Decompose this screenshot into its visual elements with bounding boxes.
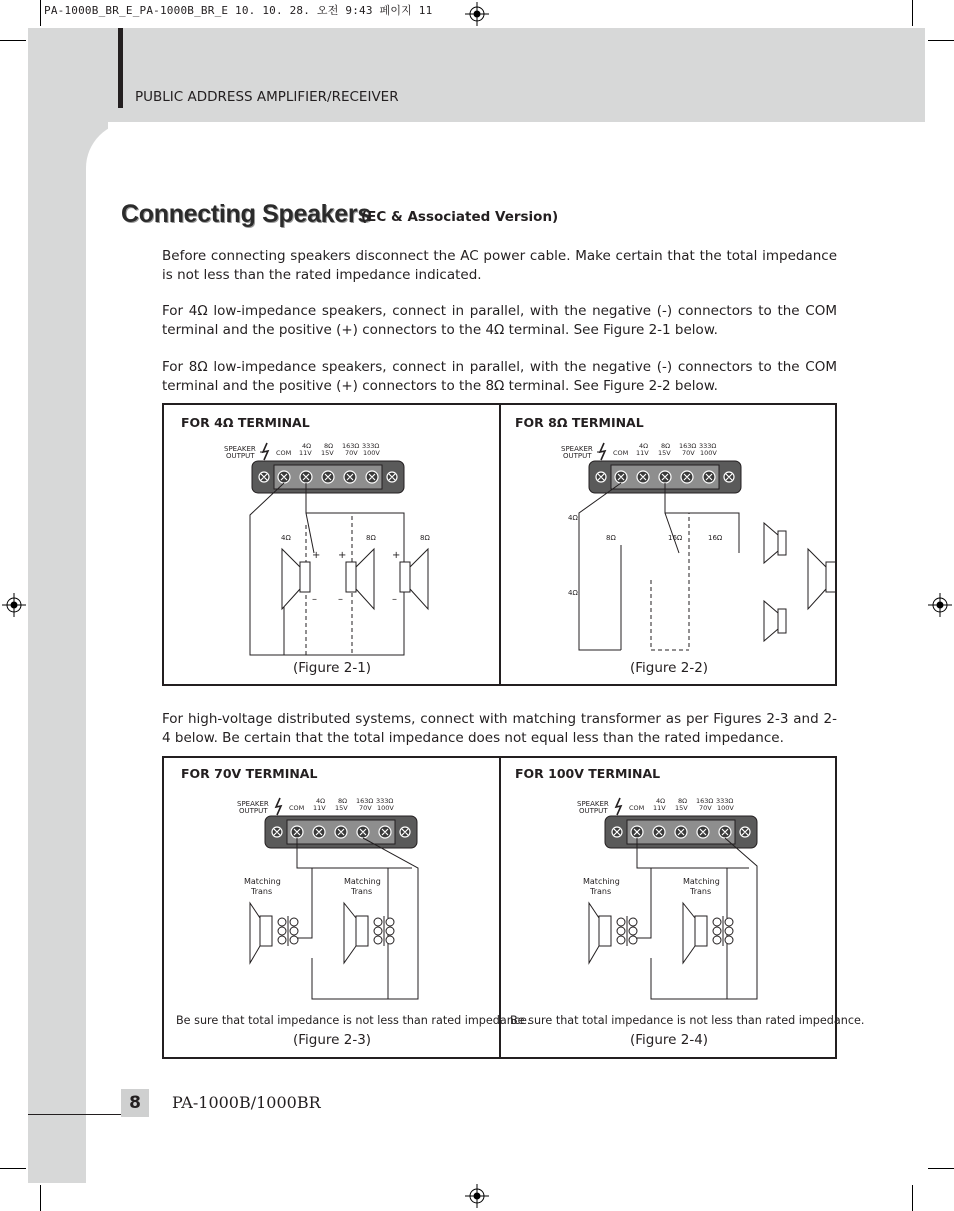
- section-header: PUBLIC ADDRESS AMPLIFIER/RECEIVER: [135, 89, 399, 105]
- speaker-icon: [808, 549, 835, 609]
- figure-label-100v: FOR 100V TERMINAL: [515, 766, 661, 781]
- svg-text:15V: 15V: [335, 804, 348, 812]
- speaker-impedance-label: 4Ω: [281, 534, 291, 542]
- speaker-icon: [346, 549, 374, 609]
- terminal-70v-label: 70V: [345, 449, 358, 457]
- figure-label-70v: FOR 70V TERMINAL: [181, 766, 318, 781]
- svg-text:+: +: [392, 550, 401, 561]
- svg-text:163Ω: 163Ω: [356, 797, 374, 805]
- svg-text:–: –: [392, 594, 397, 605]
- terminal-333ohm-label: 333Ω: [362, 442, 380, 450]
- svg-text:8Ω: 8Ω: [338, 797, 348, 805]
- svg-text:163Ω: 163Ω: [679, 442, 697, 450]
- page-title: Connecting Speakers: [121, 200, 371, 228]
- svg-text:COM: COM: [629, 804, 645, 812]
- trans-label: Trans: [351, 887, 373, 896]
- speaker-icon: [764, 523, 786, 563]
- figure-note-2-4: Be sure that total impedance is not less than rated impedance.: [510, 1014, 865, 1027]
- trans-label: Trans: [690, 887, 712, 896]
- terminal-speaker-label: SPEAKER: [224, 445, 256, 453]
- matching-transformer-icon: [250, 903, 298, 963]
- svg-text:11V: 11V: [653, 804, 666, 812]
- terminal-11v-label: 11V: [299, 449, 312, 457]
- figure-2-4-diagram: [501, 758, 835, 1057]
- svg-text:–: –: [338, 594, 343, 605]
- terminal-strip: [252, 461, 404, 493]
- page-subtitle: (EC & Associated Version): [361, 209, 559, 225]
- trans-label: Trans: [251, 887, 273, 896]
- figure-label-8ohm: FOR 8Ω TERMINAL: [515, 415, 644, 430]
- lightning-icon: [616, 798, 621, 815]
- svg-text:SPEAKER: SPEAKER: [237, 800, 269, 808]
- registration-target-icon: [465, 2, 489, 26]
- figure-note-2-3: Be sure that total impedance is not less than rated impedance.: [176, 1014, 531, 1027]
- paragraph-8ohm: For 8Ω low-impedance speakers, connect in parallel, with the negative (-) connectors to the COM terminal and the positive (+) connectors to the 8Ω terminal. See Figure 2-2 below.: [162, 359, 837, 394]
- svg-text:333Ω: 333Ω: [376, 797, 394, 805]
- matching-label: Matching: [344, 877, 381, 886]
- speaker-impedance-label: 8Ω: [420, 534, 430, 542]
- terminal-output-label: OUTPUT: [226, 452, 255, 460]
- svg-text:4Ω: 4Ω: [639, 442, 649, 450]
- figure-2-2-diagram: [501, 405, 835, 684]
- svg-text:333Ω: 333Ω: [716, 797, 734, 805]
- paragraph-high-voltage: For high-voltage distributed systems, connect with matching transformer as per Figures 2-3 and 2-4 below. Be certain that the total impedance does not equal less than the rated impedance.: [162, 711, 837, 746]
- svg-text:163Ω: 163Ω: [696, 797, 714, 805]
- svg-text:11V: 11V: [636, 449, 649, 457]
- svg-text:15V: 15V: [675, 804, 688, 812]
- matching-transformer-icon: [589, 903, 637, 963]
- svg-text:70V: 70V: [682, 449, 695, 457]
- figure-caption-2-3: (Figure 2-3): [292, 1032, 372, 1048]
- speaker-impedance-label: 4Ω: [568, 514, 578, 522]
- registration-target-icon: [928, 593, 952, 617]
- registration-target-icon: [465, 1184, 489, 1208]
- figure-caption-2-4: (Figure 2-4): [629, 1032, 709, 1048]
- svg-text:+: +: [312, 550, 321, 561]
- svg-text:OUTPUT: OUTPUT: [239, 807, 268, 815]
- figure-caption-2-1: (Figure 2-1): [292, 660, 372, 676]
- page-number: 8: [121, 1089, 149, 1117]
- svg-text:11V: 11V: [313, 804, 326, 812]
- matching-transformer-icon: [683, 903, 733, 963]
- terminal-labels: [224, 442, 380, 460]
- terminal-labels: [561, 442, 717, 460]
- figure-box-low-impedance: [162, 403, 837, 686]
- print-header: PA-1000B_BR_E_PA-1000B_BR_E 10. 10. 28. 오전 9:43 페이지 11: [44, 4, 433, 17]
- paragraph-intro: Before connecting speakers disconnect the AC power cable. Make certain that the total impedance is not less than the rated impedance indicated.: [162, 248, 837, 283]
- svg-text:SPEAKER: SPEAKER: [561, 445, 593, 453]
- header-band: [28, 28, 925, 122]
- figure-2-3-diagram: [164, 758, 499, 1057]
- registration-target-icon: [2, 593, 26, 617]
- figure-box-high-voltage: [162, 756, 865, 1059]
- svg-text:333Ω: 333Ω: [699, 442, 717, 450]
- svg-text:4Ω: 4Ω: [316, 797, 326, 805]
- svg-text:100V: 100V: [377, 804, 394, 812]
- svg-text:–: –: [312, 594, 317, 605]
- svg-text:OUTPUT: OUTPUT: [563, 452, 592, 460]
- matching-label: Matching: [583, 877, 620, 886]
- svg-text:15V: 15V: [658, 449, 671, 457]
- terminal-strip: [605, 816, 757, 848]
- paragraph-4ohm: For 4Ω low-impedance speakers, connect in parallel, with the negative (-) connectors to the COM terminal and the positive (+) connectors to the 4Ω terminal. See Figure 2-1 below.: [162, 303, 837, 338]
- terminal-100v-label: 100V: [363, 449, 380, 457]
- lightning-icon: [276, 798, 281, 815]
- trans-label: Trans: [590, 887, 612, 896]
- svg-text:8Ω: 8Ω: [661, 442, 671, 450]
- matching-label: Matching: [683, 877, 720, 886]
- speaker-impedance-label: 16Ω: [668, 534, 683, 542]
- terminal-com-label: COM: [276, 449, 292, 457]
- speaker-impedance-label: 8Ω: [366, 534, 376, 542]
- svg-text:4Ω: 4Ω: [656, 797, 666, 805]
- header-accent-bar: [118, 28, 123, 108]
- speaker-impedance-label: 4Ω: [568, 589, 578, 597]
- svg-text:COM: COM: [289, 804, 305, 812]
- terminal-strip: [265, 816, 417, 848]
- footer-model: PA-1000B/1000BR: [172, 1093, 321, 1112]
- svg-text:+: +: [338, 550, 347, 561]
- terminal-163ohm-label: 163Ω: [342, 442, 360, 450]
- figure-2-1-diagram: [164, 405, 499, 684]
- speaker-impedance-label: 8Ω: [606, 534, 616, 542]
- svg-text:OUTPUT: OUTPUT: [579, 807, 608, 815]
- figure-label-4ohm: FOR 4Ω TERMINAL: [181, 415, 310, 430]
- speaker-impedance-label: 16Ω: [708, 534, 723, 542]
- matching-transformer-icon: [344, 903, 394, 963]
- svg-text:70V: 70V: [699, 804, 712, 812]
- svg-text:100V: 100V: [700, 449, 717, 457]
- speaker-icon: [282, 549, 310, 609]
- svg-text:COM: COM: [613, 449, 629, 457]
- speaker-icon: [764, 601, 786, 641]
- svg-text:70V: 70V: [359, 804, 372, 812]
- terminal-4ohm-label: 4Ω: [302, 442, 312, 450]
- figure-caption-2-2: (Figure 2-2): [629, 660, 709, 676]
- matching-label: Matching: [244, 877, 281, 886]
- terminal-8ohm-label: 8Ω: [324, 442, 334, 450]
- svg-text:8Ω: 8Ω: [678, 797, 688, 805]
- svg-text:100V: 100V: [717, 804, 734, 812]
- terminal-15v-label: 15V: [321, 449, 334, 457]
- svg-text:SPEAKER: SPEAKER: [577, 800, 609, 808]
